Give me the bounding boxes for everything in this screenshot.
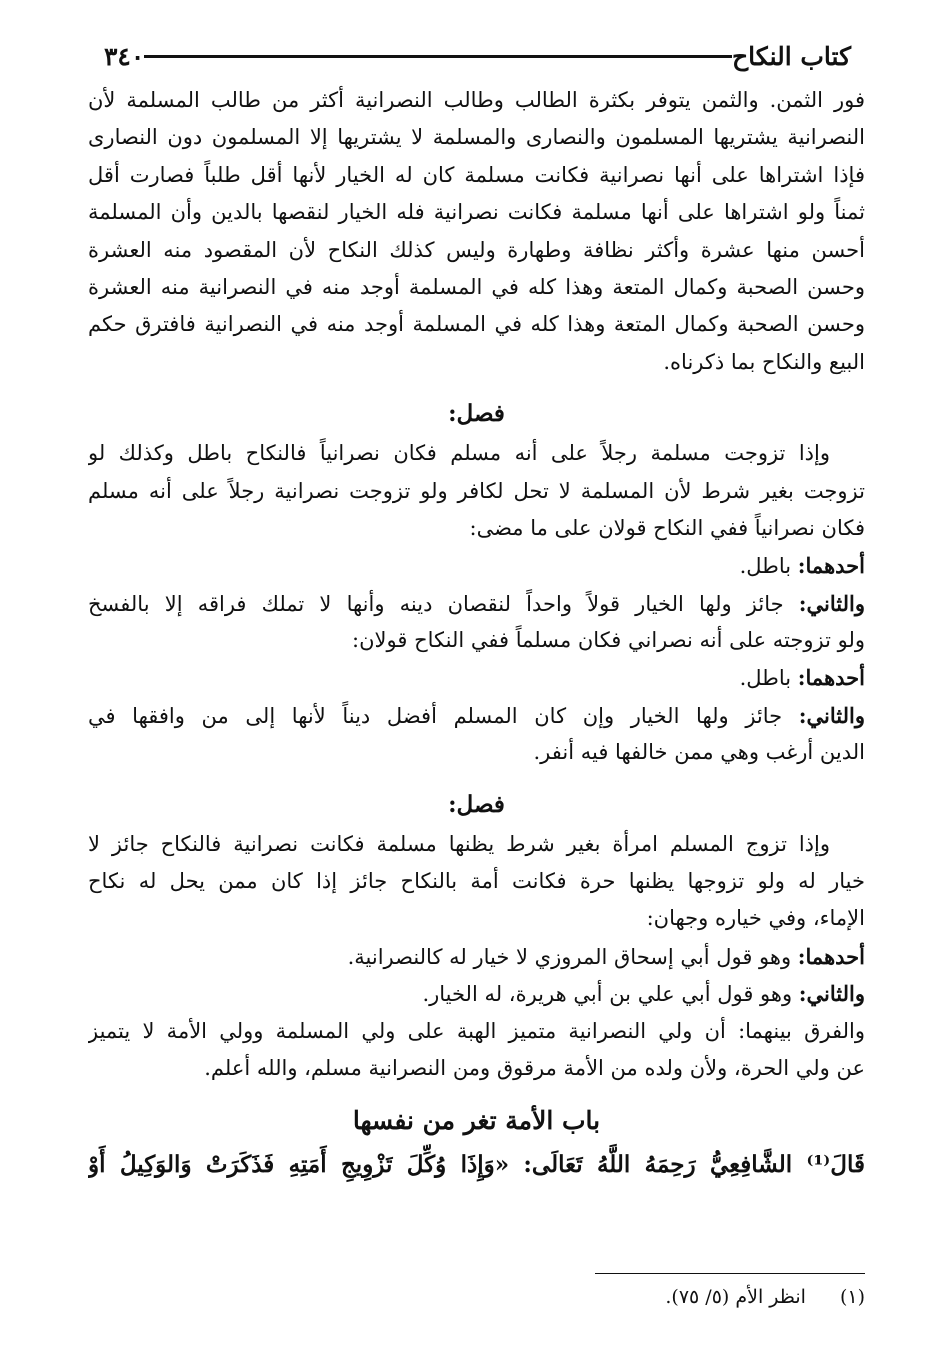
text-line: وحسن الصحبة وكمال المتعة وهذا كله في المسلمة أوجد منه في النصرانية منه العشرة: [88, 274, 865, 299]
book-title: كتاب النكاح: [732, 41, 851, 71]
footnote-text: انظر الأم (٥/ ٧٥).: [665, 1286, 806, 1308]
term-label: والثاني:: [798, 981, 865, 1007]
first-view-line: [88, 547, 865, 584]
term-text: باطل.: [739, 554, 798, 579]
term-label: أحدهما:: [797, 553, 865, 579]
section-heading: فصل:: [448, 400, 505, 428]
text-line: وحسن الصحبة وكمال المتعة وهذا كله في المسلمة أوجد منه في النصرانية فافترق حكم: [88, 312, 865, 337]
term-text: باطل.: [739, 666, 798, 691]
text-line: البيع والنكاح بما ذكرناه.: [663, 349, 865, 374]
chapter-quote: قَالَ⁽¹⁾ الشَّافِعِيُّ رَحِمَهُ اللَّهُ تَعَالَى: «وَإِذَا وُكِّلَ تَزْوِيجِ أَمَتِهِ فَذَكَرَتْ وَالوَكِيلُ أَوْ: [88, 1151, 865, 1179]
header-rule: [144, 55, 732, 58]
page-number: ٣٤٠: [104, 41, 145, 71]
text-line: النصرانية يشتريها المسلمون والنصارى والمسلمة لا يشتريها إلا المسلمون دون النصارى: [88, 125, 865, 150]
second-view-line: [88, 975, 865, 1012]
term-label: أحدهما:: [797, 665, 865, 691]
second-view-line: [88, 697, 865, 734]
chapter-title: باب الأمة تغر من نفسها: [352, 1106, 601, 1136]
page-body: [88, 82, 865, 1187]
text-line: الإماء، وفي خياره وجهان:: [646, 906, 865, 931]
text-line: عن ولي الحرة، ولأن ولده من الأمة مرقوق ومن النصرانية مسلم، والله أعلم.: [204, 1055, 865, 1080]
section-1: [88, 435, 865, 772]
text-line: ثمناً ولو اشتراها على أنها مسلمة فكانت نصرانية فله الخيار لنقصها بالدين وأن المسلمة: [88, 200, 865, 225]
term-text: وهو قول أبي علي بن أبي هريرة، له الخيار.: [422, 982, 799, 1007]
first-view-line: [88, 659, 865, 696]
section-heading: فصل:: [448, 790, 505, 818]
term-label: أحدهما:: [797, 943, 865, 969]
second-view-line: [88, 585, 865, 622]
term-text: وهو قول أبي إسحاق المروزي لا خيار له كالنصرانية.: [347, 944, 798, 969]
text-line: فور الثمن. والثمن يتوفر بكثرة الطالب وطالب النصرانية أكثر من طالب المسلمة لأن: [88, 88, 865, 112]
term-label: والثاني:: [798, 590, 865, 616]
text-line: فإذا اشتراها على أنها نصرانية فكانت مسلمة كان له الخيار لأنها أقل طلباً فصارت أقل: [88, 162, 865, 187]
text-line: وإذا تزوجت مسلمة رجلاً على أنه مسلم فكان نصرانياً فالنكاح باطل وكذلك لو: [88, 441, 830, 466]
paragraph-intro: [88, 82, 865, 381]
footnote-rule: [595, 1273, 865, 1274]
text-line: ولو تزوجته على أنه نصراني فكان مسلماً ففي النكاح قولان:: [352, 628, 865, 653]
section-2: [88, 826, 865, 1088]
footnote-marker: (١): [839, 1286, 865, 1308]
text-line: والفرق بينهما: أن ولي النصرانية متميز الهبة على ولي المسلمة وولي الأمة لا يتميز: [88, 1018, 865, 1043]
term-text: جائز ولها الخيار قولاً واحداً لنقصان دينه وأنها لا تملك فراقه إلا بالفسخ: [88, 591, 799, 616]
first-view-line: [88, 938, 865, 975]
text-line: تزوجت بغير شرط لأن المسلمة لا تحل لكافر ولو تزوجت نصرانية رجلاً على أنه مسلم: [88, 478, 865, 503]
term-label: والثاني:: [798, 702, 865, 728]
text-line: الدين أرغب وهي ممن خالفها فيه أنفر.: [533, 740, 865, 765]
footnote: [300, 1282, 865, 1312]
text-line: خيار له ولو تزوجها يظنها حرة فكانت أمة بالنكاح جائز إذا كان ممن يحل له نكاح: [88, 869, 865, 894]
text-line: وإذا تزوج المسلم امرأة بغير شرط يظنها مسلمة فكانت نصرانية فالنكاح جائز لا: [88, 831, 830, 856]
text-line: أحسن منها عشرة وأكثر نظافة وطهارة وليس كذلك النكاح لأن المقصود منه العشرة: [88, 237, 865, 262]
term-text: جائز ولها الخيار وإن كان المسلم أفضل ديناً لأنها إلى من وافقها في: [88, 703, 799, 728]
page-header: [90, 36, 865, 76]
text-line: فكان نصرانياً ففي النكاح قولان على ما مضى:: [469, 515, 865, 540]
